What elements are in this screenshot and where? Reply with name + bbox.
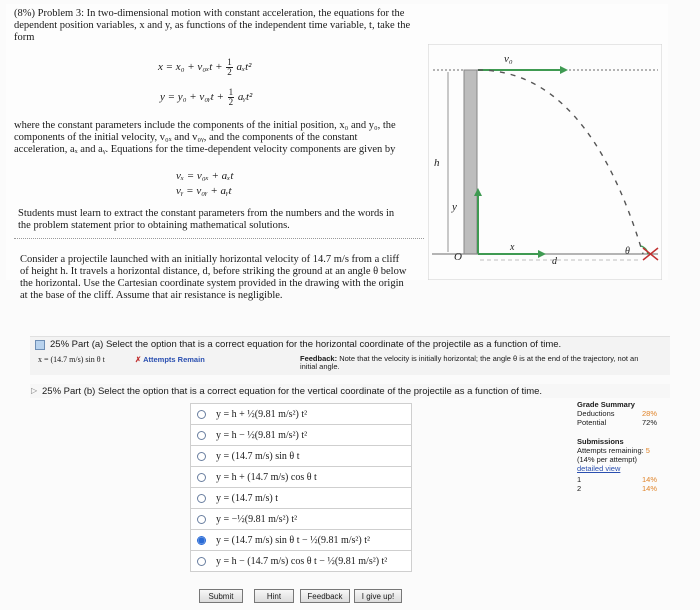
attempt-deduction: 14% [641,484,657,493]
option-label: y = (14.7 m/s) sin θ t [216,450,300,462]
attempts-remaining-row: Attempts remaining: 5 [577,446,650,455]
y-label: y [452,201,457,213]
equation-vy: vᵧ = v₀ᵧ + aᵧt [176,185,232,197]
option-label: y = h + ½(9.81 m/s²) t² [216,408,308,420]
potential-row: Potential 72% [577,418,657,427]
attempt-history [560,475,680,493]
attempt-number: 2 [577,484,582,493]
theta-label: θ [625,246,630,257]
consider-text: Consider a projectile launched with an initially horizontal velocity of 14.7 m/s from a cliff of height h. It travels a horizontal distance, d, before striking the ground at an angle θ below the horizontal. Use the Cartesian coordinate system provided in the drawing with the origin at the base of the cliff. Assume that air resistance is negligible. [20,254,407,301]
deductions-row: Deductions 28% [577,409,657,418]
option-row[interactable] [190,488,412,509]
half-fraction: $\frac{1}{2}$ [228,87,234,107]
attempts-remain-status: ✗ Attempts Remain [135,355,205,364]
h-label: h [434,157,440,169]
divider [14,238,424,240]
radio-button[interactable] [197,473,206,482]
half-fraction: $\frac{1}{2}$ [227,57,232,77]
v0-label: v₀ [504,53,513,65]
students-text: Students must learn to extract the constant parameters from the numbers and the words in the problem statement prior to obtaining mathematical solutions. [18,208,395,231]
expand-arrow-icon[interactable]: ▷ [31,386,38,395]
option-label: y = h − (14.7 m/s) cos θ t − ½(9.81 m/s²) t² [216,555,388,567]
equation-y: y = y₀ + v₀ᵧt + $\frac{1}{2}$ aᵧt² [160,87,253,107]
option-label: y = (14.7 m/s) sin θ t − ½(9.81 m/s²) t² [216,534,371,546]
option-label: y = h − ½(9.81 m/s²) t² [216,429,308,441]
option-label: y = −½(9.81 m/s²) t² [216,513,298,525]
radio-button[interactable] [197,494,206,503]
option-row[interactable] [190,404,412,425]
problem-intro: (8%) Problem 3: In two-dimensional motion with constant acceleration, the equations for the dependent position variables, x and y, as functions of the independent time variable, t, take the form [14,8,411,43]
origin-label: O [454,251,462,263]
radio-selected[interactable] [197,536,206,545]
attempt-number: 1 [577,475,582,484]
attempt-deduction: 14% [641,475,657,484]
option-row[interactable] [190,467,412,488]
submit-button[interactable]: Submit [199,589,243,603]
d-label: d [552,256,557,267]
option-row[interactable] [190,425,412,446]
attempt-row [560,484,657,493]
equation-x: x = x₀ + v₀ₓt + $\frac{1}{2}$ aₓt² [158,57,252,77]
x-label: x [510,242,515,253]
radio-button[interactable] [197,515,206,524]
part-a-answer: x = (14.7 m/s) sin θ t [38,355,105,364]
part-a-header: 25% Part (a) Select the option that is a correct equation for the horizontal coordinate of the projectile as a function of time. [50,339,562,350]
option-row[interactable] [190,509,412,530]
radio-button[interactable] [197,557,206,566]
give-up-button[interactable]: I give up! [354,589,402,603]
attempt-row [560,475,657,484]
feedback-button[interactable]: Feedback [300,589,350,603]
equation-vx: vₓ = v₀ₓ + aₓt [176,170,234,182]
option-row[interactable] [190,551,412,572]
radio-button[interactable] [197,431,206,440]
hint-button[interactable]: Hint [254,589,294,603]
where-text: where the constant parameters include the components of the initial position, x₀ and y₀, the components of the initial velocity, v₀ₓ and v₀ᵧ, and the components of the constant acceleration, aₓ and aᵧ. Equations for the time-dependent velocity components are given by [14,120,396,155]
detailed-view-link[interactable]: detailed view [577,464,621,473]
grade-summary-title: Grade Summary [577,400,635,409]
submissions-title: Submissions [577,437,624,446]
radio-button[interactable] [197,452,206,461]
grade-summary [560,400,680,493]
option-label: y = h + (14.7 m/s) cos θ t [216,471,317,483]
radio-button[interactable] [197,410,206,419]
option-row[interactable] [190,446,412,467]
option-label: y = (14.7 m/s) t [216,492,279,504]
collapse-toggle-icon[interactable] [35,340,45,350]
part-b-header: 25% Part (b) Select the option that is a correct equation for the vertical coordinate of the projectile as a function of time. [42,386,543,397]
option-row[interactable] [190,530,412,551]
projectile-diagram [428,44,662,280]
cliff [464,70,477,254]
part-a-feedback: Feedback: Note that the velocity is initially horizontal; the angle θ is at the end of the trajectory, not an initial angle. [300,354,639,371]
per-attempt-text: (14% per attempt) [577,455,638,464]
diagram-frame [428,44,662,280]
